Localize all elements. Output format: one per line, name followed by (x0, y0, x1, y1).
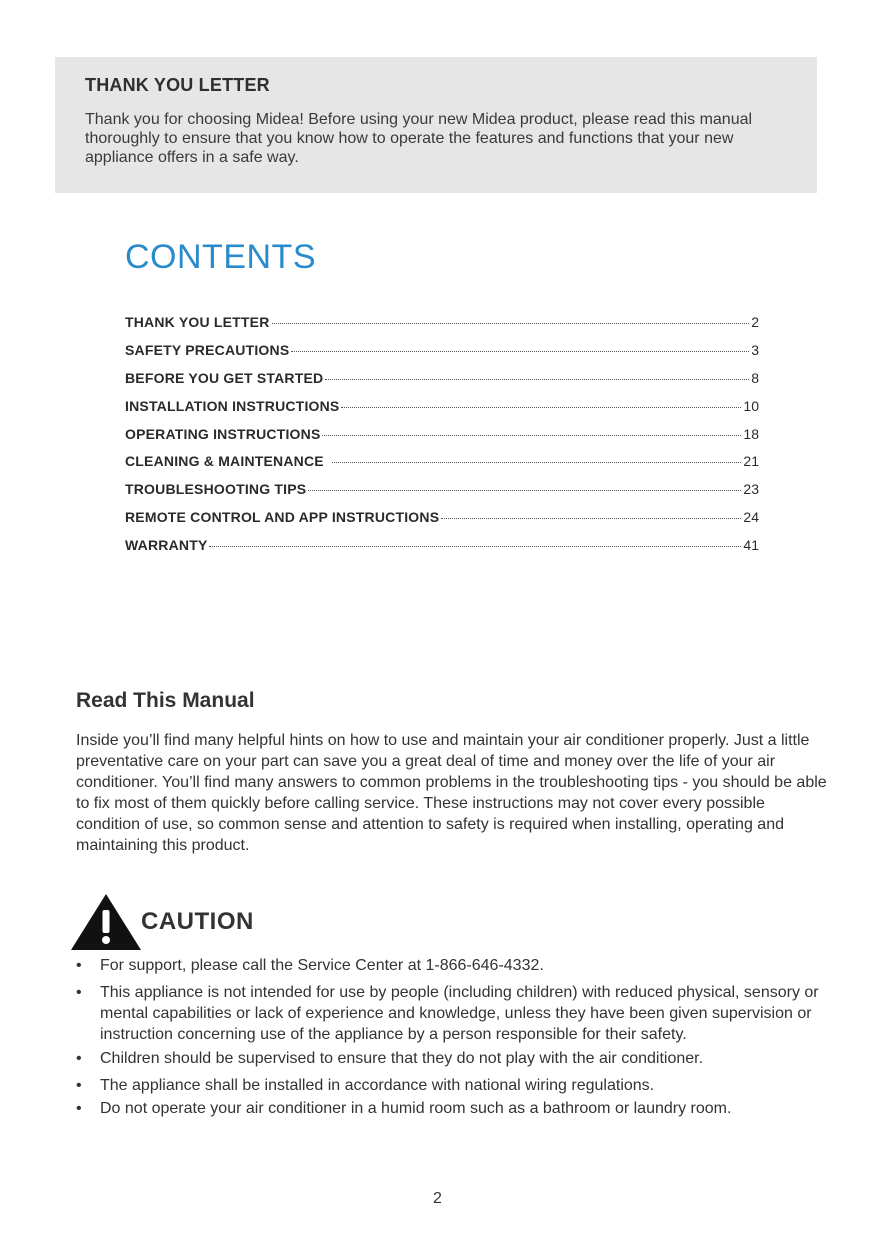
caution-item: • Children should be supervised to ensure that they do not play with the air conditioner. (76, 1048, 836, 1069)
toc-leader-dots (341, 406, 741, 408)
thank-you-body: Thank you for choosing Midea! Before using your new Midea product, please read this manual thoroughly to ensure that you know how to operate the features and functions that your new appliance offers in a safe way. (85, 111, 753, 166)
toc-item-label: CLEANING & MAINTENANCE (125, 453, 324, 470)
toc-item[interactable] (125, 314, 759, 342)
toc-item-label: BEFORE YOU GET STARTED (125, 369, 324, 386)
contents-title: CONTENTS (125, 238, 316, 276)
toc-item[interactable] (125, 453, 759, 481)
read-manual-body: Inside you’ll find many helpful hints on how to use and maintain your air conditioner properly. Just a little preventative care on your part can save you a great deal of time and money over the life of your air conditioner. You’ll find many answers to common problems in the troubleshooting tips - you should be able to fix most of them quickly before calling service. These instructions may not cover every possible condition of use, so common sense and attention to safety is required when installing, operating and maintaining this product. (76, 732, 827, 854)
toc-leader-dots (332, 461, 742, 463)
toc-leader-dots (291, 350, 749, 352)
toc-leader-dots (322, 434, 741, 436)
toc-item-label: THANK YOU LETTER (125, 314, 270, 330)
toc-item-label: TROUBLESHOOTING TIPS (125, 481, 307, 498)
toc-item-page: 2 (751, 314, 759, 330)
toc-item-page: 8 (751, 369, 759, 386)
thank-you-title: THANK YOU LETTER (85, 75, 270, 95)
toc-item[interactable] (125, 509, 759, 537)
toc-item-label: REMOTE CONTROL AND APP INSTRUCTIONS (125, 509, 440, 526)
thank-you-box (55, 57, 817, 193)
toc-item-page: 3 (751, 341, 759, 358)
toc-item-label: SAFETY PRECAUTIONS (125, 341, 290, 358)
toc-item[interactable] (125, 342, 759, 370)
caution-item: • Do not operate your air conditioner in a humid room such as a bathroom or laundry room. (76, 1098, 836, 1119)
table-of-contents (125, 314, 759, 565)
toc-item-page: 41 (743, 537, 759, 554)
toc-item-page: 21 (743, 453, 759, 470)
toc-item-page: 24 (743, 509, 759, 526)
toc-item[interactable] (125, 481, 759, 509)
warning-triangle-icon (70, 893, 142, 951)
toc-item[interactable] (125, 537, 759, 565)
caution-item: • The appliance shall be installed in accordance with national wiring regulations. (76, 1075, 836, 1096)
read-manual-title: Read This Manual (76, 689, 255, 712)
caution-list (76, 955, 836, 1119)
caution-label: CAUTION (141, 908, 254, 935)
toc-item-page: 10 (743, 397, 759, 414)
caution-item: • This appliance is not intended for use by people (including children) with reduced physical, sensory or mental capabilities or lack of experience and knowledge, unless they have been given supervision or instruction concerning use of the appliance by a person responsible for their safety. (76, 982, 836, 1045)
toc-leader-dots (325, 378, 749, 380)
toc-item-label: WARRANTY (125, 537, 208, 554)
toc-item[interactable] (125, 370, 759, 398)
toc-leader-dots (209, 545, 741, 547)
caution-item: • For support, please call the Service Center at 1-866-646-4332. (76, 955, 836, 976)
toc-item-label: INSTALLATION INSTRUCTIONS (125, 397, 340, 414)
toc-item-page: 23 (743, 481, 759, 498)
toc-leader-dots (308, 489, 741, 491)
toc-item-page: 18 (743, 425, 759, 442)
toc-item-label: OPERATING INSTRUCTIONS (125, 425, 321, 442)
toc-item[interactable] (125, 398, 759, 426)
toc-leader-dots (441, 517, 741, 519)
page-number: 2 (433, 1190, 442, 1207)
toc-leader-dots (272, 322, 750, 324)
toc-item[interactable] (125, 426, 759, 454)
